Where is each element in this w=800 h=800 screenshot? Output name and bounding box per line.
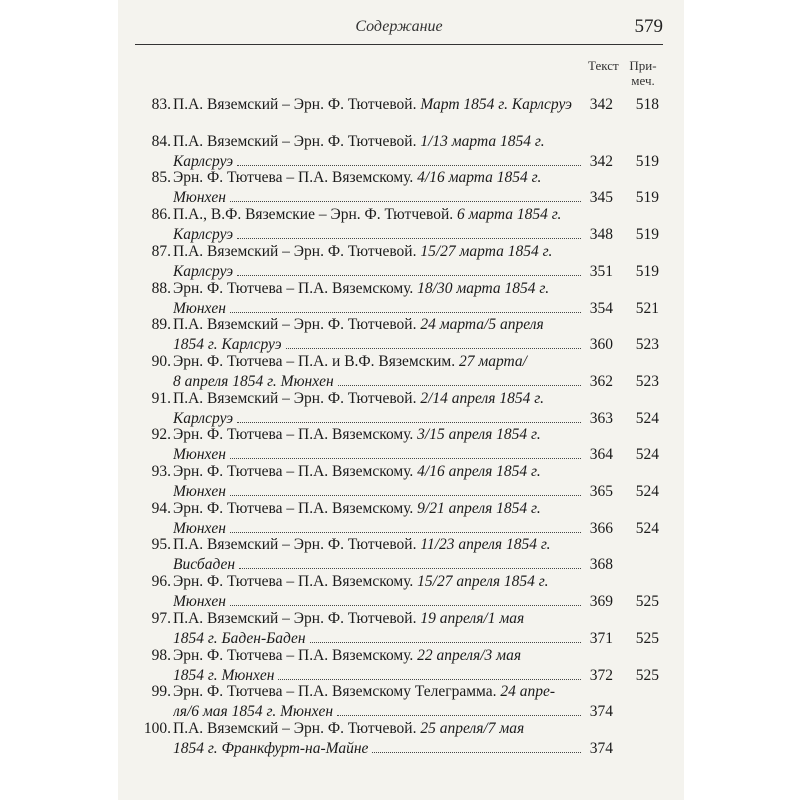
entry-place: 1854 г. Баден-Баден [173, 630, 306, 647]
entry-line-1 [173, 647, 665, 665]
notes-page-number: 524 [635, 410, 659, 427]
toc-entry [135, 536, 665, 576]
column-header-notes-line2: меч. [631, 73, 655, 88]
entry-place: Мюнхен [173, 300, 226, 317]
entry-date: 2/14 апреля 1854 г. [420, 390, 544, 407]
entry-date: 4/16 апреля 1854 г. [417, 463, 541, 480]
entry-place: Карлсруэ [173, 153, 234, 170]
notes-page-number: 518 [635, 96, 659, 113]
toc-entry [135, 720, 665, 760]
entry-line-1 [173, 573, 665, 591]
toc-entry [135, 96, 665, 136]
entry-line-2 [173, 226, 583, 244]
entry-correspondents: П.А. Вяземский – Эрн. Ф. Тютчевой. [173, 133, 417, 150]
text-page-number: 368 [589, 556, 613, 573]
text-page-number: 342 [589, 153, 613, 170]
leader-dots [310, 630, 581, 643]
entry-correspondents: П.А. Вяземский – Эрн. Ф. Тютчевой. [173, 390, 417, 407]
text-page-number: 351 [589, 263, 613, 280]
leader-dots [372, 740, 581, 753]
entry-date: 18/30 марта 1854 г. [417, 280, 550, 297]
entry-line-2 [173, 446, 583, 464]
leader-dots [230, 300, 581, 313]
entry-number: 97. [151, 610, 171, 627]
entry-correspondents: П.А. Вяземский – Эрн. Ф. Тютчевой. [173, 536, 417, 553]
text-page-number: 342 [589, 96, 613, 113]
entry-number: 96. [151, 573, 171, 590]
entry-date: 27 марта/ [458, 353, 527, 370]
entry-correspondents: П.А. Вяземский – Эрн. Ф. Тютчевой. [173, 316, 417, 333]
entry-line-1 [173, 390, 665, 408]
entry-date: 3/15 апреля 1854 г. [417, 426, 541, 443]
entry-correspondents: Эрн. Ф. Тютчева – П.А. Вяземскому. [173, 280, 414, 297]
entry-line-2 [173, 189, 583, 207]
header-rule [135, 44, 663, 45]
notes-page-number: 525 [635, 667, 659, 684]
entry-line-1 [173, 683, 665, 701]
entry-line-2 [173, 593, 583, 611]
entry-place: Мюнхен [173, 593, 226, 610]
leader-dots [337, 703, 581, 716]
entry-date: 25 апреля/7 мая [420, 720, 525, 737]
notes-page-number: 524 [635, 483, 659, 500]
notes-page-number: 519 [635, 263, 659, 280]
page-number: 579 [634, 16, 663, 37]
entry-date: 11/23 апреля 1854 г. [420, 536, 551, 553]
entry-number: 85. [151, 169, 171, 186]
entry-place: Мюнхен [173, 483, 226, 500]
entry-date: 9/21 апреля 1854 г. [417, 500, 541, 517]
leader-dots [230, 520, 581, 533]
entry-number: 88. [151, 280, 171, 297]
notes-page-number: 525 [635, 630, 659, 647]
toc-entry [135, 573, 665, 613]
text-page-number: 372 [589, 667, 613, 684]
entry-correspondents: Эрн. Ф. Тютчева – П.А. Вяземскому. [173, 647, 414, 664]
entry-line-1 [173, 96, 581, 114]
entry-date: 1/13 марта 1854 г. [420, 133, 545, 150]
toc-entry [135, 500, 665, 540]
entry-date: 15/27 апреля 1854 г. [417, 573, 549, 590]
entry-place: Карлсруэ [173, 226, 234, 243]
entry-place: Мюнхен [173, 520, 226, 537]
entry-correspondents: Эрн. Ф. Тютчева – П.А. Вяземскому Телеграмма. [173, 683, 497, 700]
notes-page-number: 519 [635, 226, 659, 243]
notes-page-number: 524 [635, 446, 659, 463]
entry-line-1 [173, 720, 665, 738]
entry-number: 91. [151, 390, 171, 407]
entry-date: Март 1854 г. Карлсруэ [420, 96, 572, 113]
text-page-number: 354 [589, 300, 613, 317]
notes-page-number: 525 [635, 593, 659, 610]
entry-number: 99. [151, 683, 171, 700]
entry-place: Висбаден [173, 556, 236, 573]
entry-date: 22 апреля/3 мая [417, 647, 522, 664]
text-page-number: 364 [589, 446, 613, 463]
entry-date: 24 марта/5 апреля [420, 316, 544, 333]
leader-dots [230, 593, 581, 606]
entry-date: 6 марта 1854 г. [457, 206, 562, 223]
leader-dots [230, 483, 581, 496]
entry-number: 95. [151, 536, 171, 553]
entry-number: 90. [151, 353, 171, 370]
toc-entry [135, 647, 665, 687]
entry-correspondents: П.А. Вяземский – Эрн. Ф. Тютчевой. [173, 610, 417, 627]
leader-dots [239, 556, 581, 569]
entry-line-2 [173, 630, 583, 648]
entry-line-2 [173, 703, 583, 721]
leader-dots [230, 189, 581, 202]
entry-line-1 [173, 243, 665, 261]
text-page-number: 362 [589, 373, 613, 390]
entry-place: Карлсруэ [173, 263, 234, 280]
toc-entry [135, 169, 665, 209]
toc-entry [135, 206, 665, 246]
text-page-number: 363 [589, 410, 613, 427]
entry-number: 94. [151, 500, 171, 517]
leader-dots [338, 373, 581, 386]
text-page-number: 366 [589, 520, 613, 537]
text-page-number: 348 [589, 226, 613, 243]
notes-page-number: 523 [635, 373, 659, 390]
entry-place: 1854 г. Франкфурт-на-Майне [173, 740, 369, 757]
entry-correspondents: П.А. Вяземский – Эрн. Ф. Тютчевой. [173, 720, 417, 737]
entry-line-1 [173, 206, 665, 224]
toc-entry [135, 426, 665, 466]
toc-entry [135, 463, 665, 503]
leader-dots [230, 446, 581, 459]
entry-line-1 [173, 426, 665, 444]
leader-dots [278, 667, 581, 680]
entry-line-1 [173, 463, 665, 481]
text-page-number: 369 [589, 593, 613, 610]
column-header-notes [621, 58, 665, 88]
entry-number: 93. [151, 463, 171, 480]
toc-entry [135, 353, 665, 393]
entry-line-1 [173, 316, 665, 334]
entry-place: Карлсруэ [173, 410, 234, 427]
leader-dots [237, 153, 581, 166]
leader-dots [237, 263, 581, 276]
entry-number: 87. [151, 243, 171, 260]
entry-number: 86. [151, 206, 171, 223]
entry-correspondents: Эрн. Ф. Тютчева – П.А. Вяземскому. [173, 500, 414, 517]
entry-correspondents: П.А. Вяземский – Эрн. Ф. Тютчевой. [173, 243, 417, 260]
entry-line-1 [173, 610, 665, 628]
entry-line-2 [173, 373, 583, 391]
notes-page-number: 519 [635, 189, 659, 206]
entry-number: 89. [151, 316, 171, 333]
entry-correspondents: Эрн. Ф. Тютчева – П.А. и В.Ф. Вяземским. [173, 353, 456, 370]
entry-line-2 [173, 263, 583, 281]
toc-entry [135, 280, 665, 320]
entry-line-2 [173, 740, 583, 758]
entry-place: ля/6 мая 1854 г. Мюнхен [173, 703, 334, 720]
toc-entry [135, 316, 665, 356]
running-title: Содержание [355, 18, 443, 35]
entry-place: Мюнхен [173, 189, 226, 206]
entry-correspondents: Эрн. Ф. Тютчева – П.А. Вяземскому. [173, 169, 414, 186]
text-page-number: 345 [589, 189, 613, 206]
toc-entry [135, 610, 665, 650]
entry-date: 24 апре- [500, 683, 556, 700]
entry-line-2 [173, 336, 583, 354]
notes-page-number: 521 [635, 300, 659, 317]
entry-place: 8 апреля 1854 г. Мюнхен [173, 373, 334, 390]
entry-line-1 [173, 500, 665, 518]
toc-entry [135, 243, 665, 283]
column-header-notes-line1: При- [629, 58, 657, 73]
entry-number: 84. [151, 133, 171, 150]
text-page-number: 371 [589, 630, 613, 647]
notes-page-number: 523 [635, 336, 659, 353]
column-header-text: Текст [588, 58, 619, 73]
entry-date: 4/16 марта 1854 г. [417, 169, 542, 186]
leader-dots [237, 410, 581, 423]
entry-line-1 [173, 169, 665, 187]
entry-line-2 [173, 556, 583, 574]
entry-line-1 [173, 536, 665, 554]
running-header [135, 16, 663, 44]
entry-number: 100. [143, 720, 171, 737]
leader-dots [286, 336, 581, 349]
entry-number: 92. [151, 426, 171, 443]
entry-line-1 [173, 133, 665, 151]
entry-place: Мюнхен [173, 446, 226, 463]
text-page-number: 374 [589, 703, 613, 720]
toc-entry [135, 390, 665, 430]
entry-line-1 [173, 353, 665, 371]
entry-place: 1854 г. Карлсруэ [173, 336, 282, 353]
entry-correspondents: Эрн. Ф. Тютчева – П.А. Вяземскому. [173, 573, 414, 590]
entry-line-2 [173, 483, 583, 501]
entry-date: 15/27 марта 1854 г. [420, 243, 553, 260]
entry-number: 98. [151, 647, 171, 664]
toc-entry [135, 683, 665, 723]
entry-correspondents: П.А., В.Ф. Вяземские – Эрн. Ф. Тютчевой. [173, 206, 454, 223]
text-page-number: 365 [589, 483, 613, 500]
entry-correspondents: Эрн. Ф. Тютчева – П.А. Вяземскому. [173, 426, 414, 443]
entry-date: 19 апреля/1 мая [420, 610, 525, 627]
entry-correspondents: П.А. Вяземский – Эрн. Ф. Тютчевой. [173, 96, 417, 113]
notes-page-number: 524 [635, 520, 659, 537]
notes-page-number: 519 [635, 153, 659, 170]
leader-dots [237, 226, 581, 239]
text-page-number: 360 [589, 336, 613, 353]
entry-number: 83. [151, 96, 171, 113]
entry-correspondents: Эрн. Ф. Тютчева – П.А. Вяземскому. [173, 463, 414, 480]
text-page-number: 374 [589, 740, 613, 757]
toc-entry [135, 133, 665, 173]
entry-line-1 [173, 280, 665, 298]
entry-place: 1854 г. Мюнхен [173, 667, 275, 684]
